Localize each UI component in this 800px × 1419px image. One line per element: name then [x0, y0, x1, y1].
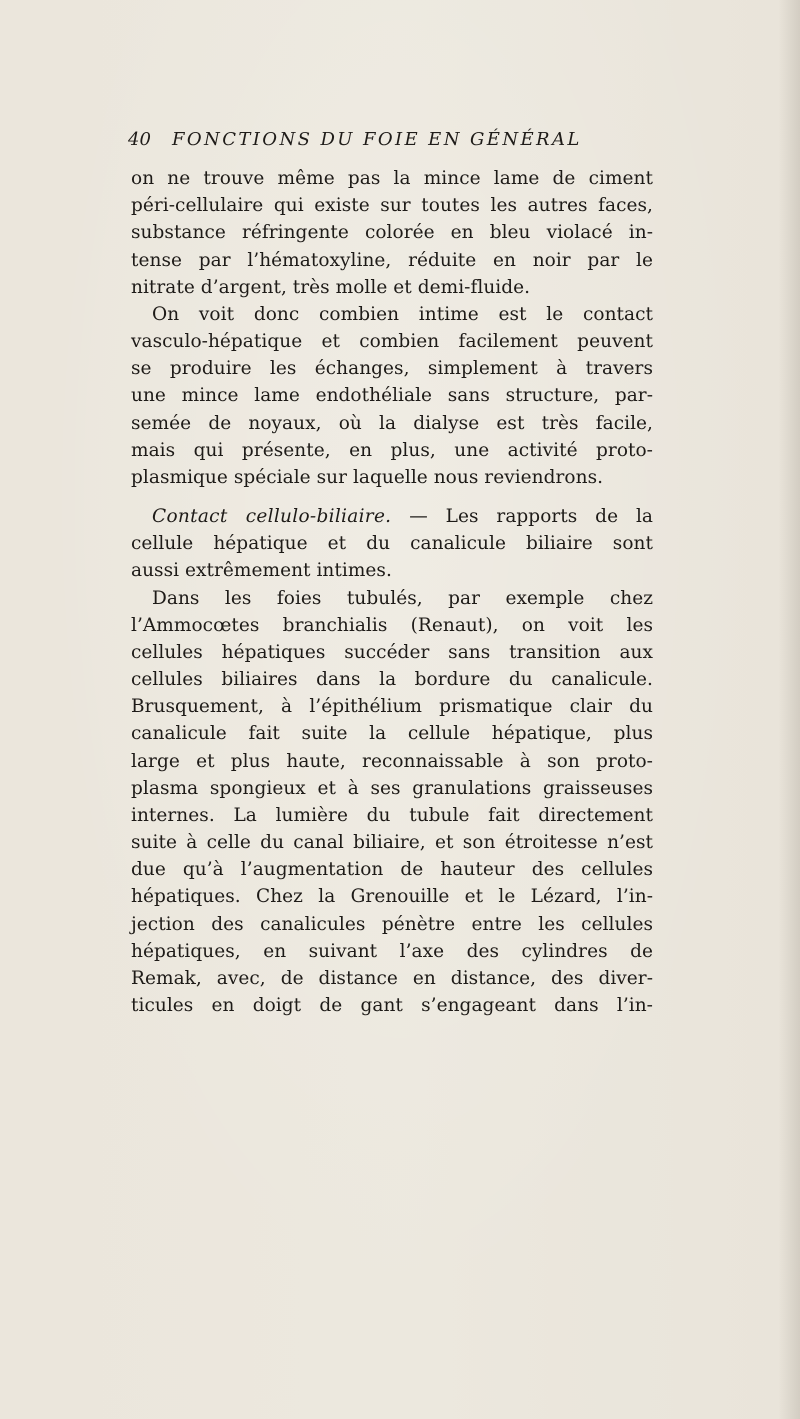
- text-line: mais qui présente, en plus, une activité proto-: [131, 439, 653, 461]
- text-line: péri-cellulaire qui existe sur toutes les autres faces,: [131, 195, 653, 217]
- text-line: cellules hépatiques succéder sans transition aux: [131, 641, 653, 663]
- text-line: cellules biliaires dans la bordure du canalicule.: [131, 669, 653, 691]
- text-line: l’Ammocœtes branchialis (Renaut), on voit les: [131, 614, 653, 636]
- text-line: nitrate d’argent, très molle et demi-fluide.: [131, 276, 531, 298]
- text-line: canalicule fait suite la cellule hépatique, plus: [131, 723, 653, 745]
- running-head: [128, 126, 648, 154]
- text-line: ticules en doigt de gant s’engageant dans l’in-: [131, 995, 653, 1017]
- text-line: jection des canalicules pénètre entre les cellules: [131, 913, 653, 935]
- text-line: se produire les échanges, simplement à travers: [131, 358, 653, 380]
- section-heading-line: [131, 503, 653, 530]
- text-line: vasculo-hépatique et combien facilement peuvent: [131, 331, 653, 353]
- text-line: internes. La lumière du tubule fait directement: [131, 804, 653, 826]
- paragraph-first-line: On voit donc combien intime est le contact: [152, 303, 653, 325]
- text-line: plasmique spéciale sur laquelle nous reviendrons.: [131, 466, 604, 488]
- text-line: plasma spongieux et à ses granulations graisseuses: [131, 777, 653, 799]
- paragraph-gap: [131, 491, 653, 503]
- text-line: tense par l’hématoxyline, réduite en noir par le: [131, 249, 653, 271]
- text-line: aussi extrêmement intimes.: [131, 560, 392, 582]
- running-title: FONCTIONS DU FOIE EN GÉNÉRAL: [172, 129, 582, 150]
- text-line: due qu’à l’augmentation de hauteur des cellules: [131, 859, 653, 881]
- text-line: cellule hépatique et du canalicule biliaire sont: [131, 533, 653, 555]
- text-line: on ne trouve même pas la mince lame de ciment: [131, 168, 653, 189]
- text-line: une mince lame endothéliale sans structure, par-: [131, 385, 653, 407]
- text-line: semée de noyaux, où la dialyse est très facile,: [131, 412, 653, 434]
- text-line: Remak, avec, de distance en distance, des diver-: [131, 967, 653, 989]
- text-line: hépatiques, en suivant l’axe des cylindres de: [131, 940, 653, 962]
- paragraph-first-line: Dans les foies tubulés, par exemple chez: [152, 587, 653, 609]
- body-text: [131, 165, 653, 1019]
- page-edge-shadow: [778, 0, 800, 1419]
- text-line: hépatiques. Chez la Grenouille et le Lézard, l’in-: [131, 886, 653, 908]
- page-number: 40: [128, 129, 151, 150]
- text-line: Brusquement, à l’épithélium prismatique clair du: [131, 696, 653, 718]
- text-line: large et plus haute, reconnaissable à son proto-: [131, 750, 653, 772]
- text-line: substance réfringente colorée en bleu violacé in-: [131, 222, 653, 244]
- text-line: suite à celle du canal biliaire, et son étroitesse n’est: [131, 832, 653, 854]
- section-heading: Contact cellulo-biliaire.: [152, 506, 392, 528]
- section-heading-continuation: — Les rapports de la: [391, 506, 653, 528]
